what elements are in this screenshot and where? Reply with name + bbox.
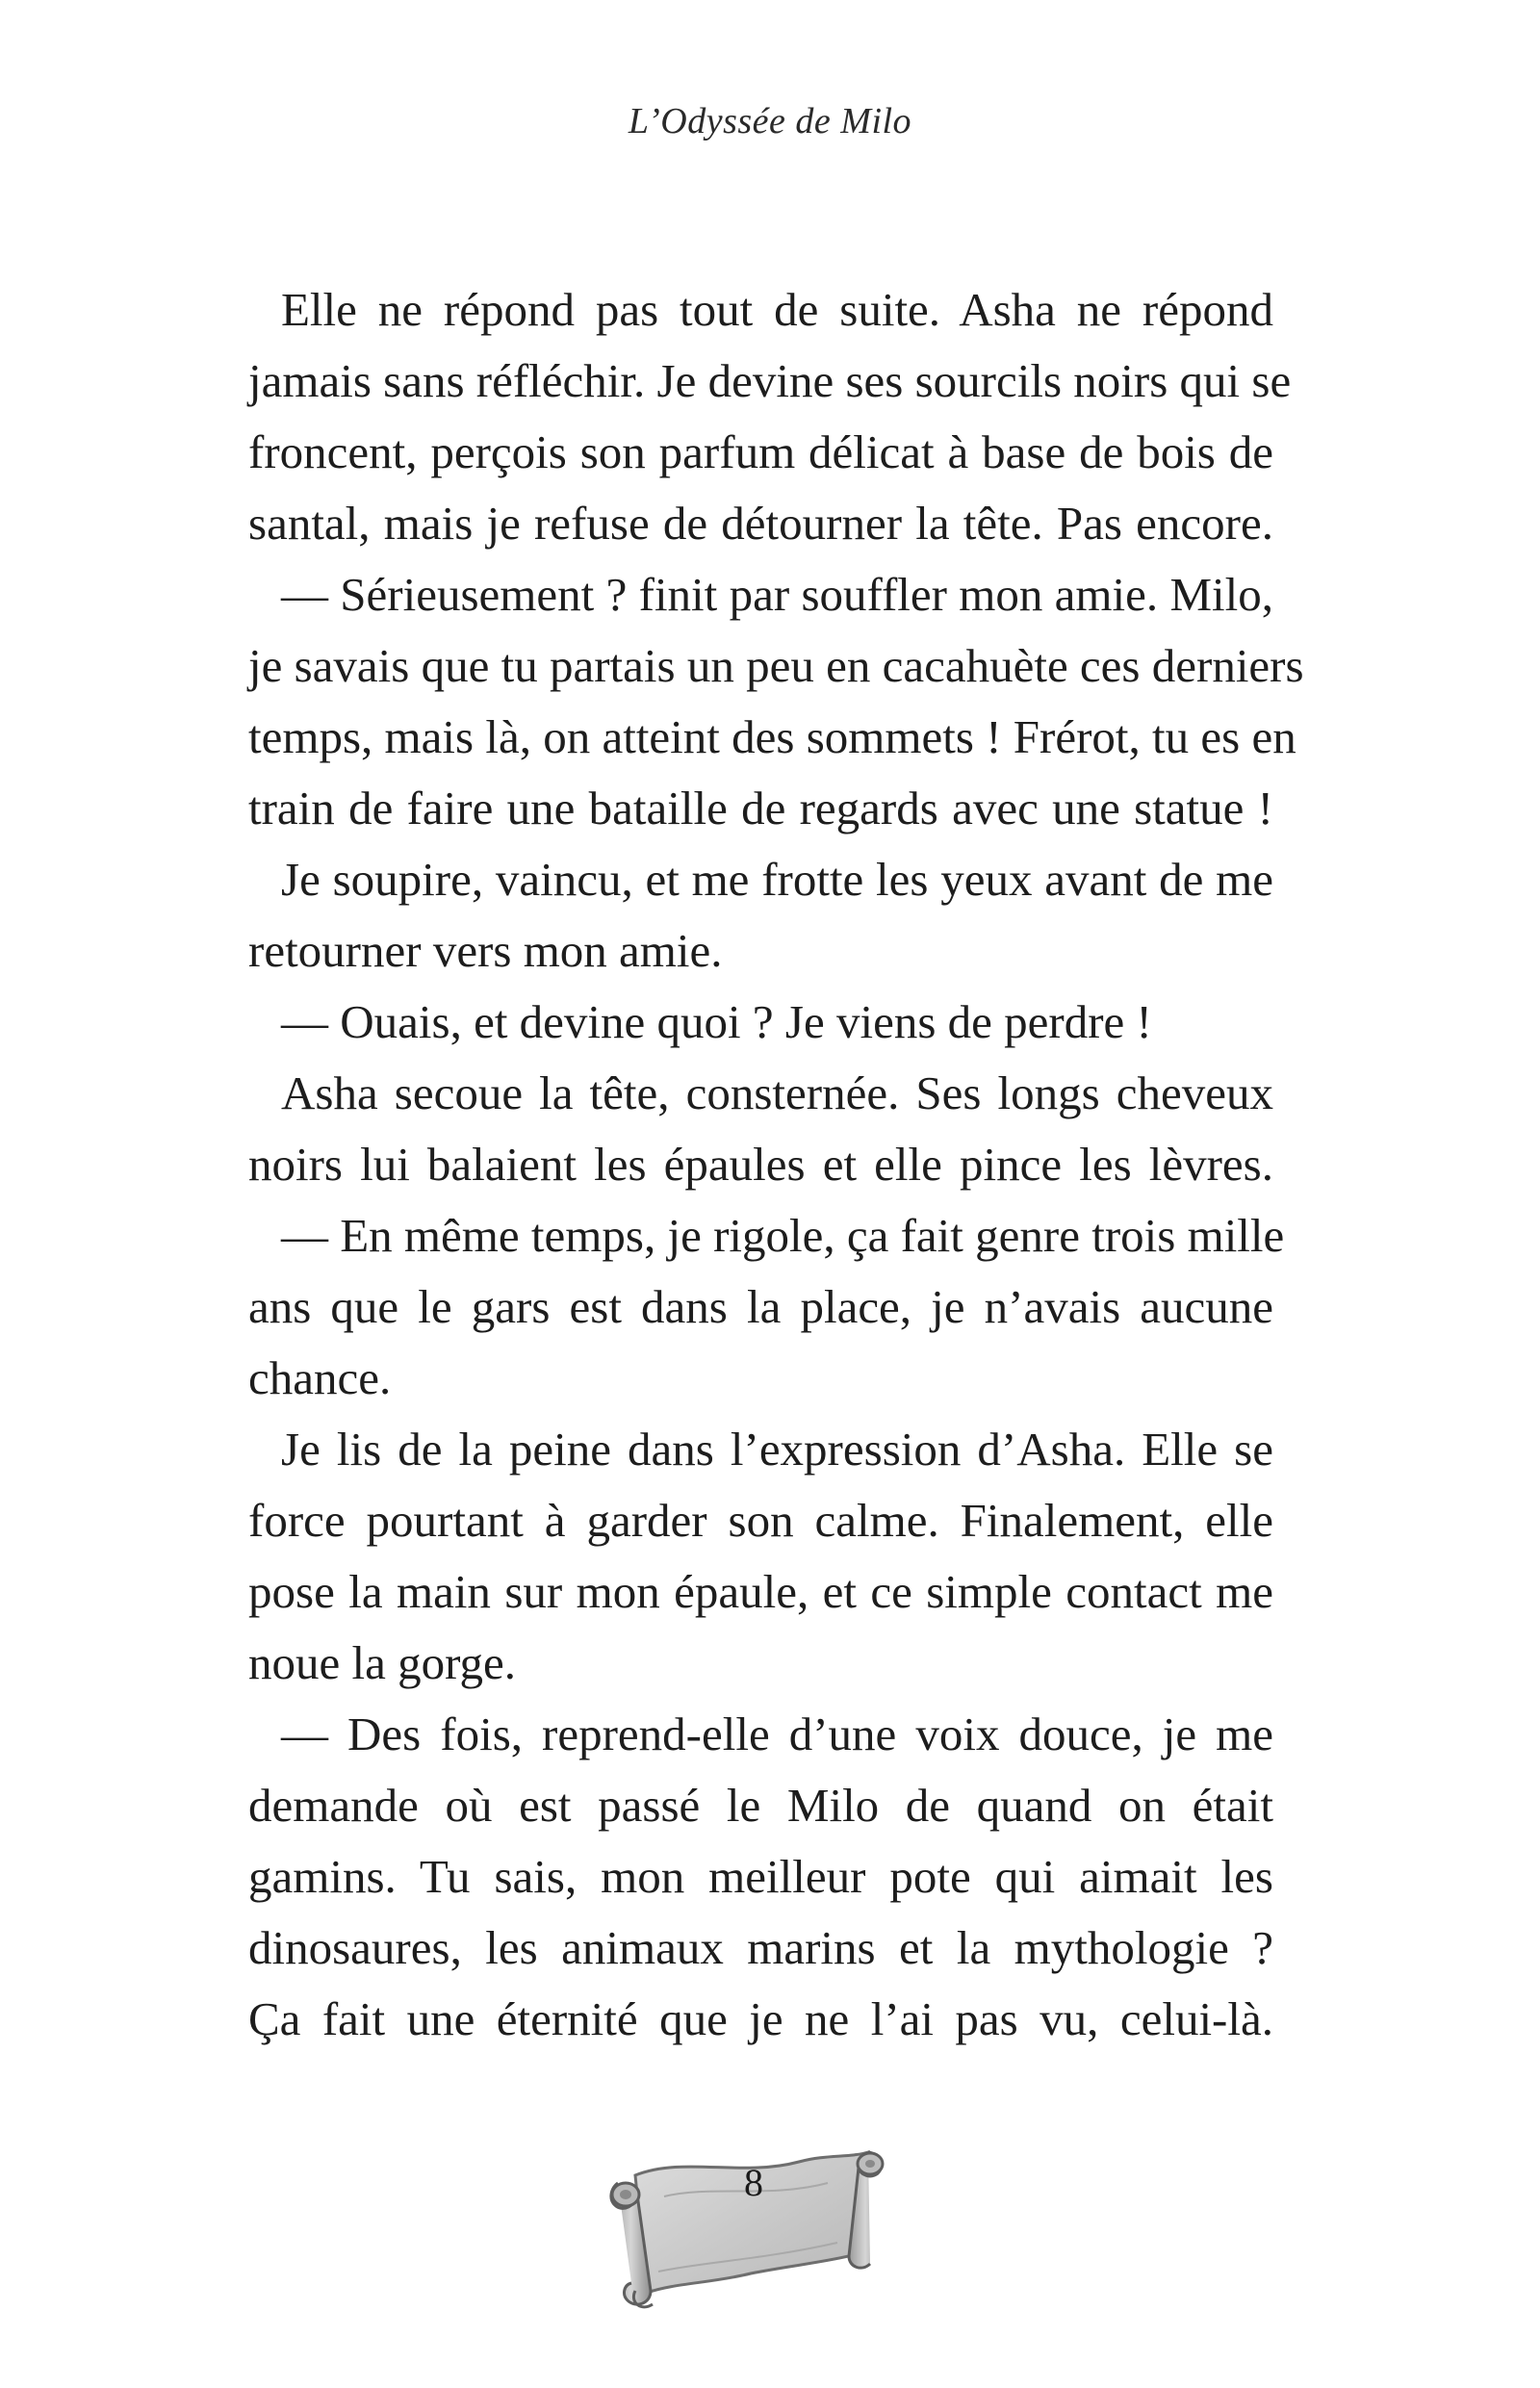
text-line: Je soupire, vaincu, et me frotte les yeux avant de me [281,853,1273,906]
text-line: Elle ne répond pas tout de suite. Asha ne répond [281,283,1273,336]
text-line: ans que le gars est dans la place, je n’avais aucune [248,1280,1273,1333]
text-line: temps, mais là, on atteint des sommets ! Frérot, tu es en [248,710,1296,763]
running-header: L’Odyssée de Milo [628,101,912,141]
text-line: pose la main sur mon épaule, et ce simple contact me [248,1565,1273,1618]
text-line: train de faire une bataille de regards avec une statue ! [248,782,1273,835]
text-line: je savais que tu partais un peu en cacahuète ces derniers [248,639,1304,692]
text-line: jamais sans réfléchir. Je devine ses sourcils noirs qui se [248,354,1292,407]
text-line: froncent, perçois son parfum délicat à base de bois de [248,425,1273,478]
text-line: — En même temps, je rigole, ça fait genre trois mille [281,1209,1285,1262]
text-line: — Ouais, et devine quoi ? Je viens de perdre ! [281,995,1152,1048]
page-number: 8 [744,2161,763,2204]
text-line: retourner vers mon amie. [248,924,723,977]
text-line: noue la gorge. [248,1636,517,1689]
text-line: — Sérieusement ? finit par souffler mon amie. Milo, [281,568,1273,621]
text-line: demande où est passé le Milo de quand on était [248,1779,1273,1832]
text-line: Asha secoue la tête, consternée. Ses longs cheveux [281,1066,1273,1119]
text-line: dinosaures, les animaux marins et la mythologie ? [248,1921,1273,1974]
text-line: noirs lui balaient les épaules et elle pince les lèvres. [248,1138,1273,1191]
text-line: chance. [248,1351,392,1404]
text-line: — Des fois, reprend-elle d’une voix douce, je me [281,1708,1273,1760]
body-text [248,274,1304,2055]
text-line: force pourtant à garder son calme. Finalement, elle [248,1494,1273,1547]
text-line: santal, mais je refuse de détourner la tête. Pas encore. [248,497,1273,550]
text-line: gamins. Tu sais, mon meilleur pote qui aimait les [248,1850,1273,1903]
text-line: Je lis de la peine dans l’expression d’Asha. Elle se [281,1423,1273,1476]
text-line: Ça fait une éternité que je ne l’ai pas vu, celui-là. [248,1992,1273,2045]
